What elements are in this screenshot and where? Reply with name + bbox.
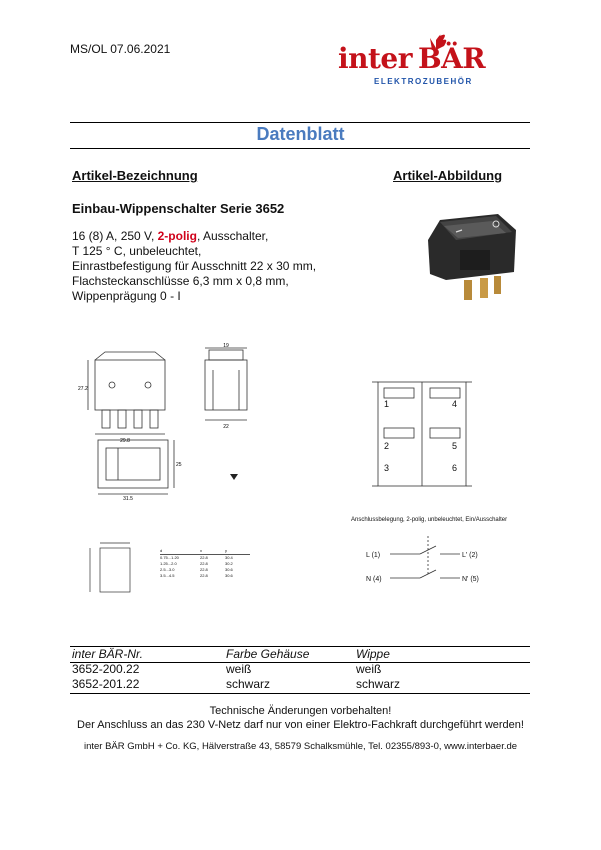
cutout-table-row: 1.25...2.0 22.8 30.2 (160, 561, 233, 566)
table-row-1-rocker: weiß (356, 662, 382, 676)
schematic-label-l2: L' (2) (462, 552, 478, 559)
footer-company-address: inter BÄR GmbH + Co. KG, Hälverstraße 43, 58579 Schalksmühle, Tel. 02355/893-0, www.interbaer.de (83, 741, 518, 752)
description-line-5: Wippenprägung 0 - I (72, 289, 181, 303)
title-rule-bottom (70, 148, 530, 149)
pin-6-label: 6 (452, 463, 458, 473)
switch-front-drawing (195, 340, 255, 440)
description-line-1: 16 (8) A, 250 V, 2-polig, Ausschalter, (72, 229, 269, 243)
schematic-title: Anschlussbelegung, 2-polig, unbeleuchtet, Ein/Ausschalter (351, 517, 508, 523)
table-row-1-housing: weiß (226, 662, 252, 676)
pin-5-label: 5 (452, 441, 458, 451)
table-header-article-no: inter BÄR-Nr. (72, 647, 143, 661)
footer-note-changes: Technische Änderungen vorbehalten! (209, 705, 392, 717)
dim-31-5: 31.5 (123, 496, 133, 502)
product-description (72, 229, 372, 304)
description-line-4: Flachsteckanschlüsse 6,3 mm x 0,8 mm, (72, 274, 289, 288)
section-heading-image: Artikel-Abbildung (393, 168, 503, 183)
footer-note-safety: Der Anschluss an das 230 V-Netz darf nur von einer Elektro-Fachkraft durchgeführt werden! (77, 719, 524, 731)
dim-22: 22 (223, 424, 229, 430)
schematic-label-n4: N (4) (366, 576, 382, 583)
cutout-table-row: 3.5...4.5 22.8 30.6 (160, 573, 233, 578)
document-reference: MS/OL 07.06.2021 (70, 42, 171, 56)
dim-29-8: 29.8 (120, 438, 130, 444)
schematic-label-l1: L (1) (366, 552, 381, 559)
schematic-diagram (360, 530, 500, 590)
logo-brand-right: BÄR (418, 42, 486, 75)
cutout-table-row: 0.75...1.20 22.8 30.4 (160, 555, 233, 560)
pin-2-label: 2 (384, 441, 390, 451)
title-rule-top (70, 122, 530, 123)
pole-highlight: 2-polig (157, 229, 197, 243)
triangle-marker-icon (228, 472, 242, 484)
table-rule-bottom (70, 693, 530, 694)
table-row-2-rocker: schwarz (356, 677, 401, 691)
dim-27-2: 27.2 (78, 386, 88, 392)
description-line-2: T 125 ° C, unbeleuchtet, (72, 244, 202, 258)
pin-1-label: 1 (384, 399, 390, 409)
pin-layout-drawing (372, 372, 472, 496)
dim-19: 19 (223, 343, 229, 349)
cutout-table (160, 548, 250, 579)
pin-4-label: 4 (452, 399, 458, 409)
company-logo (338, 30, 533, 100)
table-row-2-article-no: 3652-201.22 (72, 677, 140, 691)
section-heading-designation: Artikel-Bezeichnung (72, 168, 198, 183)
dim-25: 25 (176, 462, 182, 468)
product-name: Einbau-Wippenschalter Serie 3652 (72, 201, 285, 216)
pin-3-label: 3 (384, 463, 390, 473)
table-row-2-housing: schwarz (226, 677, 271, 691)
table-header-housing-color: Farbe Gehäuse (226, 647, 310, 661)
logo-tagline: ELEKTROZUBEHÖR (374, 77, 473, 86)
cutout-drawing (82, 538, 152, 600)
schematic-label-n5: N' (5) (462, 576, 479, 583)
cutout-table-row: 2.5...3.0 22.8 30.6 (160, 567, 233, 572)
product-photo (420, 200, 520, 310)
cutout-table-header: d x y (160, 548, 250, 555)
logo-brand-left: inter (338, 42, 412, 75)
table-row-1-article-no: 3652-200.22 (72, 662, 140, 676)
table-header-rocker: Wippe (356, 647, 390, 661)
page-title: Datenblatt (256, 124, 345, 144)
description-line-3: Einrastbefestigung für Ausschnitt 22 x 30 mm, (72, 259, 317, 273)
